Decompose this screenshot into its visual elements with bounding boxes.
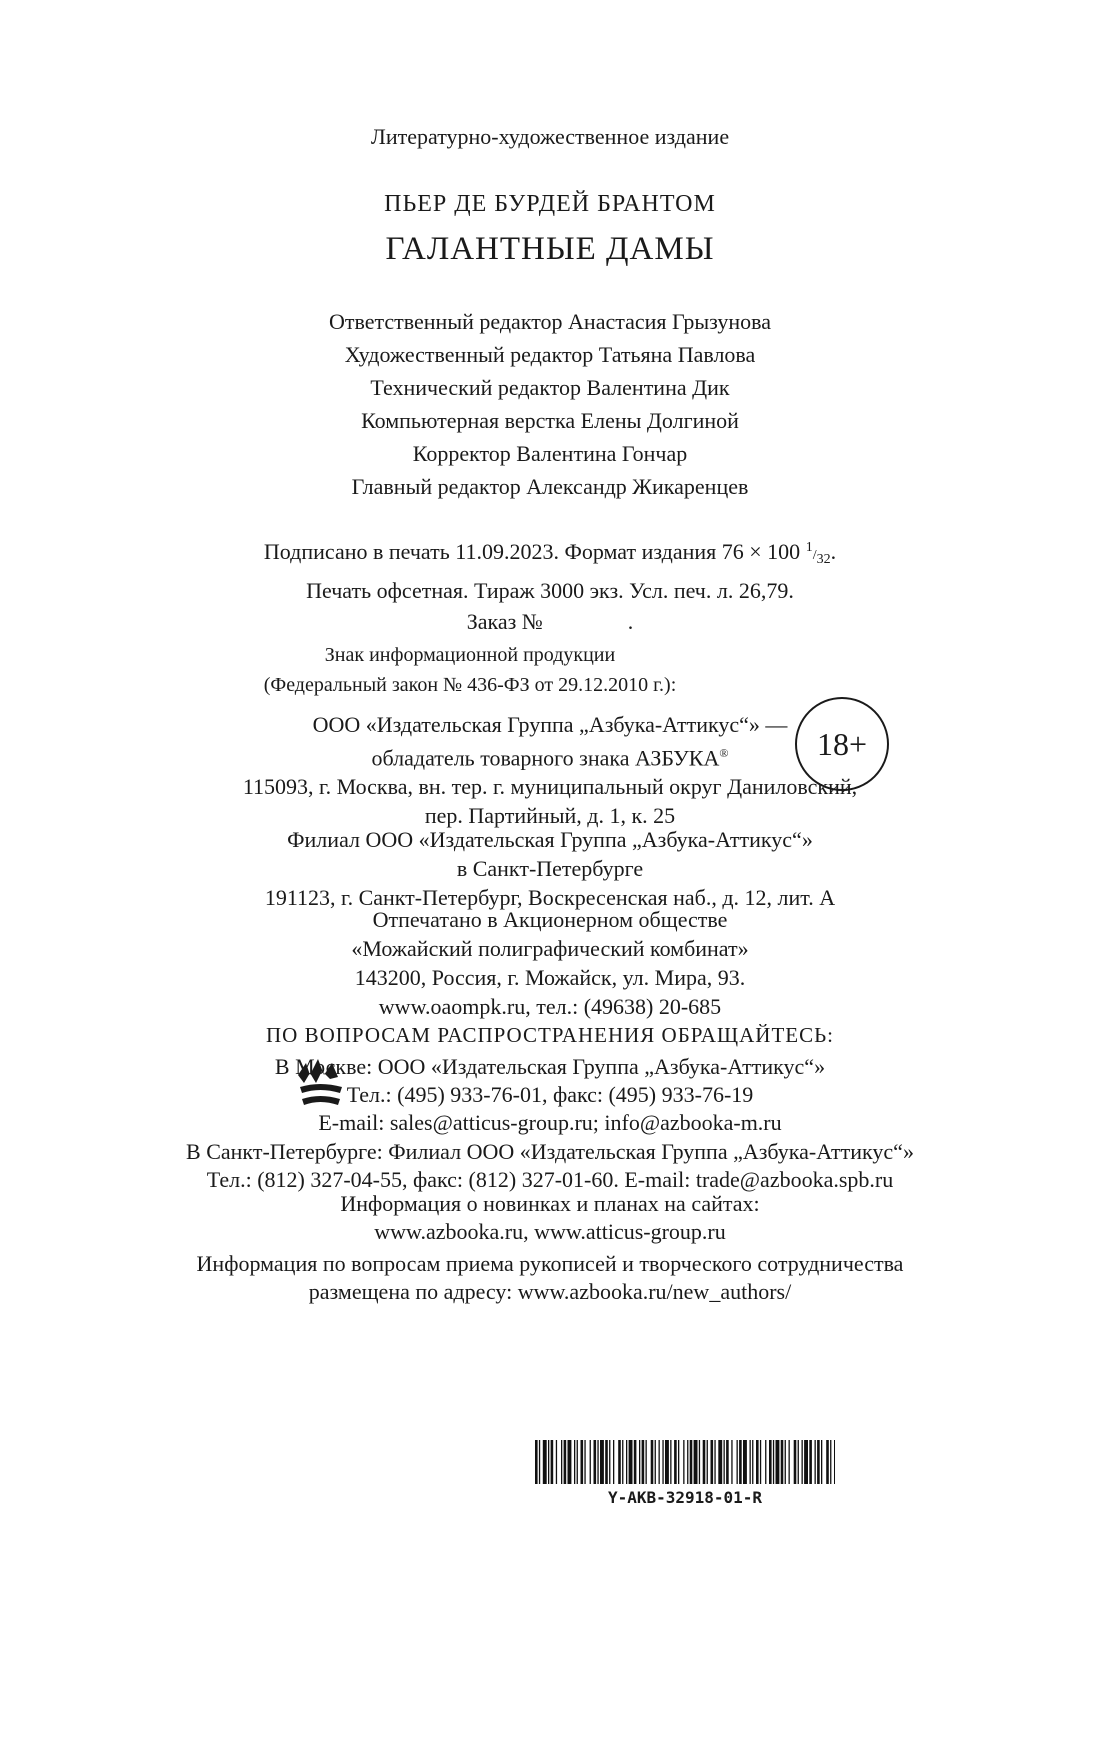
distribution-heading: ПО ВОПРОСАМ РАСПРОСТРАНЕНИЯ ОБРАЩАЙТЕСЬ: bbox=[266, 1023, 834, 1047]
barcode bbox=[535, 1440, 835, 1520]
barcode-bar bbox=[760, 1440, 761, 1484]
edition-type: Литературно-художественное издание bbox=[370, 124, 730, 149]
barcode-bar bbox=[551, 1440, 554, 1484]
print-info-line-2: Печать офсетная. Тираж 3000 экз. Усл. печ. л. 26,79. bbox=[306, 578, 794, 603]
barcode-bar bbox=[750, 1440, 751, 1484]
barcode-bar bbox=[769, 1440, 772, 1484]
print-info-line-1: Подписано в печать 11.09.2023. Формат издания 76 × 100 $^1/_{32}$. bbox=[263, 539, 837, 567]
barcode-bar bbox=[584, 1440, 585, 1484]
credit-proofreader: Корректор Валентина Гончар bbox=[412, 441, 688, 466]
barcode-bar bbox=[726, 1440, 729, 1484]
barcode-bar bbox=[642, 1440, 645, 1484]
barcode-bar bbox=[826, 1440, 829, 1484]
barcode-bar bbox=[724, 1440, 725, 1484]
barcode-bar bbox=[781, 1440, 784, 1484]
barcode-bar bbox=[548, 1440, 549, 1484]
barcode-bar bbox=[581, 1440, 584, 1484]
barcode-bar bbox=[646, 1440, 647, 1484]
book-title: ГАЛАНТНЫЕ ДАМЫ bbox=[385, 231, 715, 267]
credits-list bbox=[0, 305, 1100, 470]
barcode-bar bbox=[659, 1440, 660, 1484]
barcode-bar bbox=[707, 1440, 708, 1484]
barcode-bar bbox=[622, 1440, 623, 1484]
barcode-bar bbox=[765, 1440, 766, 1484]
age-rating-badge: 18+ bbox=[795, 697, 889, 791]
barcode-bar bbox=[609, 1440, 610, 1484]
registered-mark: ® bbox=[719, 746, 729, 760]
barcode-bar bbox=[561, 1440, 562, 1484]
barcode-bar bbox=[639, 1440, 640, 1484]
barcode-bar bbox=[539, 1440, 540, 1484]
barcode-bar bbox=[629, 1440, 633, 1484]
barcode-bar bbox=[718, 1440, 722, 1484]
barcode-bar bbox=[756, 1440, 759, 1484]
barcode-bar bbox=[802, 1440, 803, 1484]
barcode-bar bbox=[577, 1440, 578, 1484]
barcode-bar bbox=[674, 1440, 677, 1484]
printer-info: Отпечатано в Акционерном обществе «Можайский полиграфический комбинат» 143200, Россия, г. Можайск, ул. Мира, 93. www.oaompk.ru, тел.: (49638) 20-685 bbox=[351, 907, 749, 1019]
barcode-label: Y-AKB-32918-01-R bbox=[607, 1488, 763, 1507]
barcode-bar bbox=[731, 1440, 732, 1484]
branch-info: Филиал ООО «Издательская Группа „Азбука-Аттикус“» в Санкт-Петербурге 191123, г. Санкт-Петербург, Воскресенская наб., д. 12, лит. А bbox=[264, 827, 836, 910]
barcode-bar bbox=[662, 1440, 663, 1484]
barcode-bar bbox=[597, 1440, 598, 1484]
print-info bbox=[0, 532, 1100, 637]
barcode-bar bbox=[737, 1440, 738, 1484]
barcode-bar bbox=[815, 1440, 816, 1484]
barcode-bar bbox=[626, 1440, 627, 1484]
barcode-bar bbox=[794, 1440, 797, 1484]
credit-responsible-editor: Ответственный редактор Анастасия Грызунова bbox=[328, 309, 772, 334]
barcode-bar bbox=[574, 1440, 575, 1484]
distribution-spb: В Санкт-Петербурге: Филиал ООО «Издательская Группа „Азбука-Аттикус“» Тел.: (812) 327-04-55, факс: (812) 327-01-60. E-mail: trade@azbooka.spb.ru bbox=[186, 1139, 914, 1192]
barcode-bar bbox=[687, 1440, 688, 1484]
credit-art-editor: Художественный редактор Татьяна Павлова bbox=[344, 342, 756, 367]
barcode-bar bbox=[752, 1440, 753, 1484]
barcode-bar bbox=[543, 1440, 547, 1484]
news-info: Информация о новинках и планах на сайтах: www.azbooka.ru, www.atticus-group.ru bbox=[340, 1191, 760, 1244]
barcode-bar bbox=[564, 1440, 567, 1484]
barcode-bar bbox=[655, 1440, 656, 1484]
barcode-bar bbox=[821, 1440, 822, 1484]
barcode-bar bbox=[739, 1440, 742, 1484]
barcode-bar bbox=[594, 1440, 597, 1484]
barcode-bar bbox=[590, 1440, 591, 1484]
barcode-bar bbox=[703, 1440, 706, 1484]
distribution-moscow: В Москве: ООО «Издательская Группа „Азбука-Аттикус“» Тел.: (495) 933-76-01, факс: (495) 933-76-19 E-mail: sales@atticus-group.ru; info@azbooka-m.ru bbox=[274, 1054, 826, 1135]
info-sign-text: Знак информационной продукции (Федеральный закон № 436-ФЗ от 29.12.2010 г.): bbox=[263, 644, 677, 696]
publisher-info: ООО «Издательская Группа „Азбука-Аттикус“» — обладатель товарного знака АЗБУКА® 115093, г. Москва, вн. тер. г. муниципальный округ Даниловский, пер. Партийный, д. 1, к. 25 bbox=[242, 712, 858, 829]
author-name: ПЬЕР ДЕ БУРДЕЙ БРАНТОМ bbox=[384, 191, 716, 217]
barcode-bar bbox=[651, 1440, 654, 1484]
barcode-bar bbox=[556, 1440, 557, 1484]
barcode-bar bbox=[711, 1440, 714, 1484]
barcode-bar bbox=[834, 1440, 835, 1484]
barcode-bar bbox=[694, 1440, 698, 1484]
barcode-bar bbox=[830, 1440, 831, 1484]
credit-layout: Компьютерная верстка Елены Долгиной bbox=[361, 408, 739, 433]
barcode-bar bbox=[714, 1440, 715, 1484]
credit-technical-editor: Технический редактор Валентина Дик bbox=[370, 375, 730, 400]
barcode-bar bbox=[683, 1440, 684, 1484]
barcode-bar bbox=[568, 1440, 572, 1484]
barcode-bar bbox=[773, 1440, 774, 1484]
barcode-bar bbox=[618, 1440, 621, 1484]
barcode-bar bbox=[678, 1440, 679, 1484]
barcode-bar bbox=[776, 1440, 780, 1484]
barcode-bar bbox=[789, 1440, 790, 1484]
barcode-bar bbox=[817, 1440, 820, 1484]
barcode-bar bbox=[605, 1440, 608, 1484]
barcode-bar bbox=[634, 1440, 637, 1484]
barcode-bar bbox=[699, 1440, 700, 1484]
barcode-bar bbox=[743, 1440, 747, 1484]
barcode-bar bbox=[670, 1440, 671, 1484]
barcode-bar bbox=[613, 1440, 614, 1484]
barcode-bar bbox=[804, 1440, 808, 1484]
barcode-bar bbox=[690, 1440, 693, 1484]
barcode-bar bbox=[535, 1440, 538, 1484]
manuscripts-info: Информация по вопросам приема рукописей и творческого сотрудничества размещена по адресу: www.azbooka.ru/new_authors/ bbox=[196, 1251, 904, 1304]
barcode-bar bbox=[785, 1440, 786, 1484]
barcode-bar bbox=[665, 1440, 669, 1484]
chief-editor: Главный редактор Александр Жикаренцев bbox=[351, 474, 749, 499]
order-number: Заказ № . bbox=[466, 609, 634, 634]
barcode-bar bbox=[600, 1440, 604, 1484]
format-fraction: $^1/_{32}$ bbox=[805, 540, 831, 567]
barcode-bar bbox=[798, 1440, 799, 1484]
barcode-bar bbox=[809, 1440, 812, 1484]
